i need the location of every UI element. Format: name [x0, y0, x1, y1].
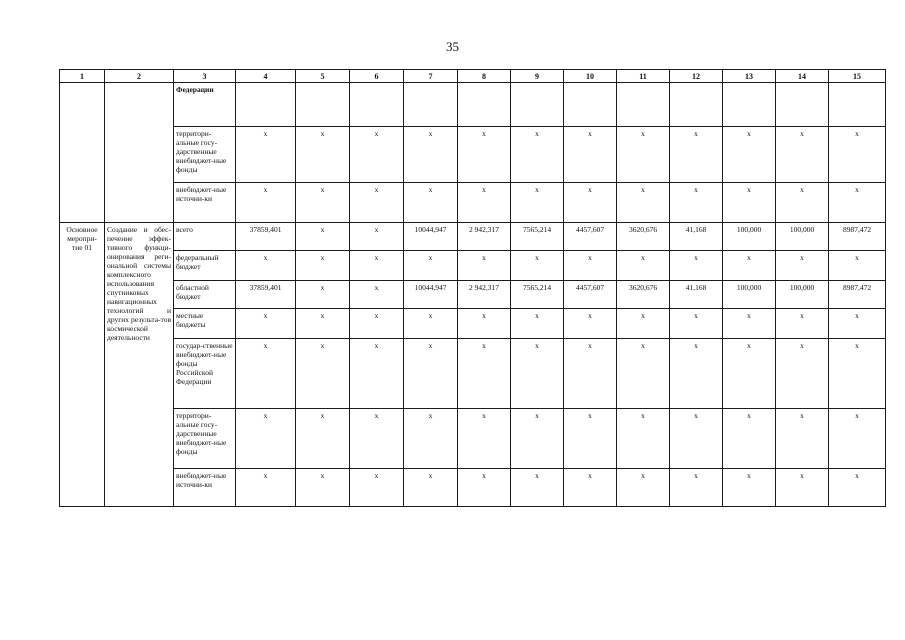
value-cell: x: [511, 251, 564, 281]
table-row: [60, 83, 886, 127]
value-cell: x: [617, 309, 670, 339]
column-number: 13: [723, 70, 776, 83]
value-cell: x: [350, 339, 404, 409]
value-cell: x: [670, 127, 723, 183]
table-row: [60, 309, 886, 339]
table-row: [60, 223, 886, 251]
value-cell: 100,000: [776, 223, 829, 251]
funding-source: территори-альные госу-дарственные внебюджет-ные фонды: [174, 409, 236, 469]
value-cell: 10044,947: [404, 281, 458, 309]
funding-source: государ-ственные внебюджет-ные фонды Российской Федерации: [174, 339, 236, 409]
value-cell: 7565,214: [511, 281, 564, 309]
value-cell: x: [236, 309, 296, 339]
value-cell: x: [723, 339, 776, 409]
value-cell: x: [404, 309, 458, 339]
value-cell: 3620,676: [617, 223, 670, 251]
value-cell: 41,168: [670, 281, 723, 309]
value-cell: x: [296, 339, 350, 409]
column-number: 12: [670, 70, 723, 83]
value-cell: 41,168: [670, 223, 723, 251]
value-cell: x: [236, 127, 296, 183]
value-cell: [404, 83, 458, 127]
value-cell: x: [564, 409, 617, 469]
value-cell: x: [236, 251, 296, 281]
value-cell: x: [670, 469, 723, 507]
value-cell: x: [350, 251, 404, 281]
value-cell: x: [829, 309, 886, 339]
value-cell: x: [511, 183, 564, 223]
column-number: 10: [564, 70, 617, 83]
table-row: [60, 251, 886, 281]
value-cell: x: [776, 339, 829, 409]
column-number: 1: [60, 70, 105, 83]
page-number: 35: [446, 39, 459, 54]
value-cell: x: [723, 309, 776, 339]
value-cell: x: [776, 309, 829, 339]
column-number: 4: [236, 70, 296, 83]
value-cell: [617, 83, 670, 127]
value-cell: [236, 83, 296, 127]
value-cell: x: [404, 409, 458, 469]
value-cell: x: [350, 223, 404, 251]
value-cell: x: [296, 223, 350, 251]
value-cell: x: [670, 309, 723, 339]
value-cell: [776, 83, 829, 127]
value-cell: x: [458, 469, 511, 507]
event-code: Основное меропри-тие 01: [60, 223, 105, 507]
value-cell: x: [617, 339, 670, 409]
value-cell: x: [723, 127, 776, 183]
value-cell: 37859,401: [236, 223, 296, 251]
value-cell: 37859,401: [236, 281, 296, 309]
funding-source: областной бюджет: [174, 281, 236, 309]
value-cell: x: [236, 339, 296, 409]
value-cell: x: [404, 127, 458, 183]
value-cell: x: [511, 469, 564, 507]
table-row: [60, 183, 886, 223]
value-cell: 3620,676: [617, 281, 670, 309]
value-cell: [296, 83, 350, 127]
funding-source: внебюджет-ные источни-ки: [174, 183, 236, 223]
header-row: [60, 70, 886, 83]
value-cell: x: [564, 469, 617, 507]
value-cell: x: [350, 409, 404, 469]
value-cell: x: [404, 339, 458, 409]
value-cell: 4457,607: [564, 223, 617, 251]
value-cell: x: [296, 309, 350, 339]
table-row: [60, 469, 886, 507]
value-cell: x: [829, 339, 886, 409]
column-number: 11: [617, 70, 670, 83]
value-cell: 8987,472: [829, 223, 886, 251]
value-cell: x: [723, 469, 776, 507]
value-cell: x: [404, 251, 458, 281]
value-cell: x: [296, 409, 350, 469]
value-cell: x: [458, 127, 511, 183]
value-cell: x: [829, 183, 886, 223]
column-number: 15: [829, 70, 886, 83]
funding-source: Федерации: [174, 83, 236, 127]
table-row: [60, 339, 886, 409]
value-cell: x: [723, 409, 776, 469]
value-cell: x: [829, 127, 886, 183]
value-cell: x: [458, 251, 511, 281]
column-number: 9: [511, 70, 564, 83]
funding-source: всего: [174, 223, 236, 251]
value-cell: [350, 83, 404, 127]
value-cell: x: [564, 339, 617, 409]
value-cell: 10044,947: [404, 223, 458, 251]
table-row: [60, 127, 886, 183]
table-row: [60, 409, 886, 469]
value-cell: x: [776, 251, 829, 281]
value-cell: x: [350, 127, 404, 183]
value-cell: x: [776, 409, 829, 469]
value-cell: x: [350, 469, 404, 507]
value-cell: 2 942,317: [458, 223, 511, 251]
column-number: 3: [174, 70, 236, 83]
value-cell: [458, 83, 511, 127]
value-cell: 7565,214: [511, 223, 564, 251]
column-number: 7: [404, 70, 458, 83]
funding-source: федеральный бюджет: [174, 251, 236, 281]
value-cell: x: [723, 251, 776, 281]
value-cell: x: [350, 309, 404, 339]
value-cell: x: [617, 183, 670, 223]
value-cell: x: [236, 469, 296, 507]
value-cell: x: [670, 183, 723, 223]
value-cell: x: [776, 183, 829, 223]
value-cell: x: [776, 127, 829, 183]
value-cell: 8987,472: [829, 281, 886, 309]
value-cell: 4457,607: [564, 281, 617, 309]
value-cell: x: [511, 309, 564, 339]
value-cell: 100,000: [723, 281, 776, 309]
value-cell: x: [829, 409, 886, 469]
value-cell: x: [296, 183, 350, 223]
funding-source: местные бюджеты: [174, 309, 236, 339]
value-cell: x: [511, 409, 564, 469]
column-number: 5: [296, 70, 350, 83]
value-cell: x: [511, 339, 564, 409]
column-number: 2: [105, 70, 174, 83]
table-row: [60, 281, 886, 309]
value-cell: x: [617, 127, 670, 183]
value-cell: x: [350, 183, 404, 223]
value-cell: x: [564, 309, 617, 339]
column-number: 14: [776, 70, 829, 83]
value-cell: x: [617, 251, 670, 281]
value-cell: x: [723, 183, 776, 223]
value-cell: x: [829, 251, 886, 281]
value-cell: x: [511, 127, 564, 183]
value-cell: [511, 83, 564, 127]
event-code-cell: [60, 83, 105, 223]
value-cell: x: [564, 251, 617, 281]
value-cell: x: [236, 409, 296, 469]
value-cell: x: [670, 251, 723, 281]
value-cell: [723, 83, 776, 127]
column-number: 6: [350, 70, 404, 83]
funding-source: территори-альные госу-дарственные внебюджет-ные фонды: [174, 127, 236, 183]
value-cell: x: [236, 183, 296, 223]
value-cell: x: [296, 281, 350, 309]
value-cell: x: [617, 409, 670, 469]
value-cell: x: [458, 183, 511, 223]
value-cell: 100,000: [776, 281, 829, 309]
value-cell: x: [564, 183, 617, 223]
value-cell: 100,000: [723, 223, 776, 251]
value-cell: x: [670, 339, 723, 409]
funding-source: внебюджет-ные источни-ки: [174, 469, 236, 507]
value-cell: [829, 83, 886, 127]
budget-table: [59, 69, 886, 507]
value-cell: [670, 83, 723, 127]
value-cell: x: [829, 469, 886, 507]
value-cell: x: [564, 127, 617, 183]
value-cell: x: [458, 309, 511, 339]
value-cell: x: [296, 127, 350, 183]
value-cell: x: [296, 251, 350, 281]
event-name: Создание и обес-печение эффек-тивного функци-онирования реги-ональной системы комплексного использования спутниковых навигационных технологий и других результа-тов космической деятельности: [105, 223, 174, 507]
value-cell: x: [670, 409, 723, 469]
value-cell: x: [458, 339, 511, 409]
value-cell: x: [458, 409, 511, 469]
value-cell: x: [350, 281, 404, 309]
value-cell: x: [404, 183, 458, 223]
column-number: 8: [458, 70, 511, 83]
value-cell: x: [617, 469, 670, 507]
value-cell: 2 942,317: [458, 281, 511, 309]
value-cell: x: [296, 469, 350, 507]
value-cell: x: [776, 469, 829, 507]
event-name-cell: [105, 83, 174, 223]
value-cell: x: [404, 469, 458, 507]
value-cell: [564, 83, 617, 127]
